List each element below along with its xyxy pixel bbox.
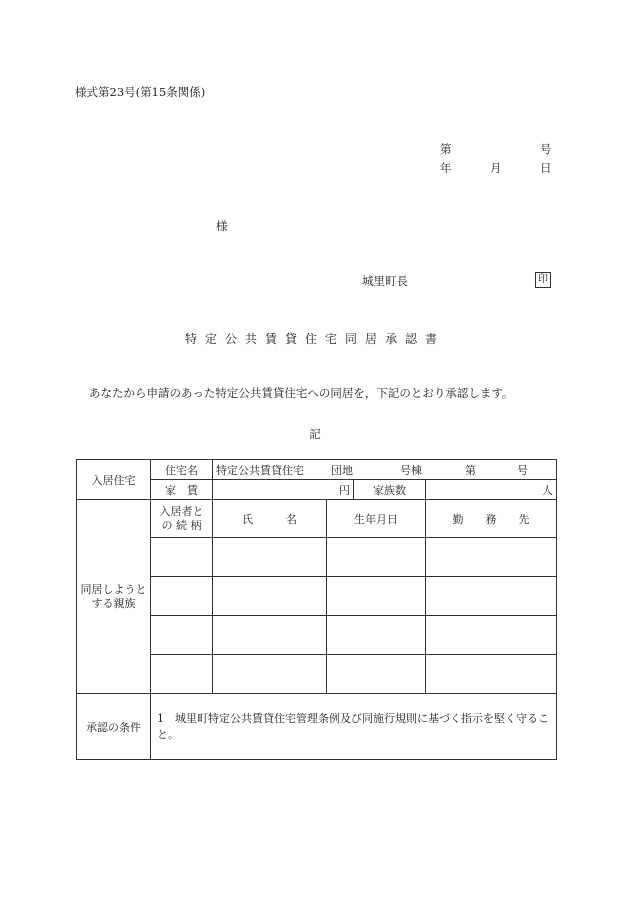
name-cell [213,538,327,577]
relation-cell [151,655,213,694]
house-name-label: 住宅名 [151,460,213,480]
go-label: 号 [517,463,528,477]
date-day: 日 [540,161,552,175]
condition-label: 承認の条件 [77,694,151,760]
relation-cell [151,616,213,655]
residence-label: 入居住宅 [77,460,151,500]
name-cell [213,616,327,655]
addressee: 様 [216,219,228,233]
birth-cell [327,616,426,655]
goto-label: 号棟 [400,463,422,477]
work-cell [426,577,557,616]
date-month: 月 [490,161,502,175]
name-header: 氏 名 [213,500,327,538]
family-count-label: 家族数 [354,480,426,500]
work-header: 勤 務 先 [426,500,557,538]
birth-cell [327,577,426,616]
cohabit-header-row [77,500,557,538]
doc-number-dai: 第 [440,142,452,156]
birth-cell [327,655,426,694]
condition-row [77,694,557,760]
rent-label: 家 賃 [151,480,213,500]
house-name-value-cell [213,460,557,480]
dai-label: 第 [465,463,476,477]
birth-cell [327,538,426,577]
name-cell [213,655,327,694]
name-cell [213,577,327,616]
date-year: 年 [440,161,452,175]
cohabit-label: 同居しようとする親族 [77,500,151,694]
body-text: あなたから申請のあった特定公共賃貸住宅への同居を，下記のとおり承認します。 [89,386,514,400]
approval-table [76,459,557,760]
relation-cell [151,538,213,577]
work-cell [426,616,557,655]
house-name-value: 特定公共賃貸住宅 [216,463,304,477]
work-cell [426,655,557,694]
doc-number-go: 号 [540,142,552,156]
relation-cell [151,577,213,616]
person-unit: 人 [426,480,557,500]
issuer: 城里町長 [362,274,408,288]
relation-header: 入居者との 続 柄 [151,500,213,538]
form-number: 様式第23号(第15条関係) [75,85,206,99]
danchi-label: 団地 [331,463,353,477]
work-cell [426,538,557,577]
ki-heading: 記 [309,427,321,441]
document-title: 特定公共賃貸住宅同居承認書 [184,332,445,346]
birth-header: 生年月日 [327,500,426,538]
condition-text: 1 城里町特定公共賃貸住宅管理条例及び同施行規則に基づく指示を堅く守ること。 [151,694,557,760]
seal-mark: 印 [535,272,551,288]
house-name-row [77,460,557,480]
rent-yen: 円 [213,480,354,500]
